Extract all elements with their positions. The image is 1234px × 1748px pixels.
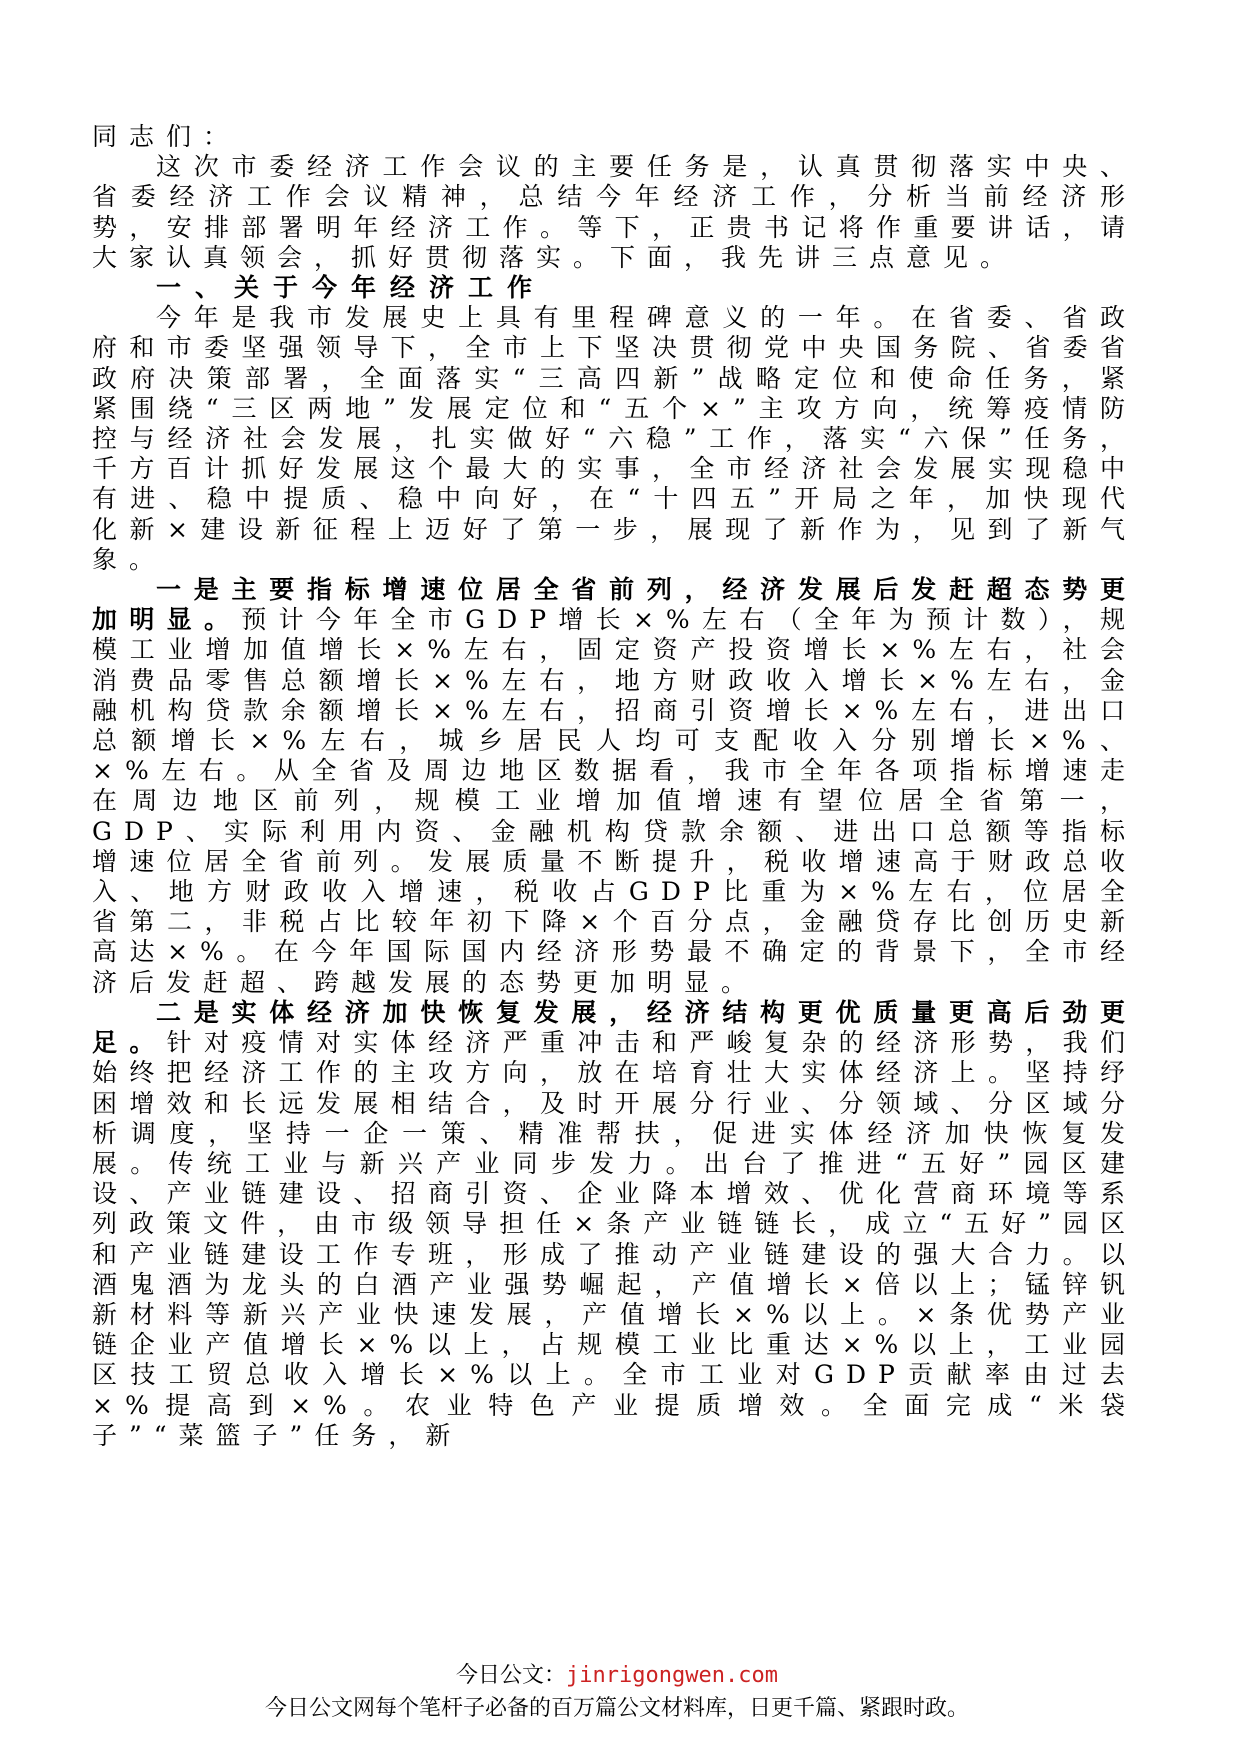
point-two-body: 针对疫情对实体经济严重冲击和严峻复杂的经济形势，我们始终把经济工作的主攻方向，放在培育壮大实体经济上。坚持纾困增效和长远发展相结合，及时开展分行业、分领域、分区域分析调度，坚持一企一策、精准帮扶，促进实体经济加快恢复发展。传统工业与新兴产业同步发力。出台了推进“五好”园区建设、产业链建设、招商引资、企业降本增效、优化营商环境等系列政策文件，由市级领导担任×条产业链链长，成立“五好”园区和产业链建设工作专班，形成了推动产业链建设的强大合力。以酒鬼酒为龙头的白酒产业强势崛起，产值增长×倍以上；锰锌钒新材料等新兴产业快速发展，产值增长×%以上。×条优势产业链企业产值增长×%以上，占规模工业比重达×%以上，工业园区技工贸总收入增长×%以上。全市工业对GDP贡献率由过去×%提高到×%。农业特色产业提质增效。全面完成“米袋子”“菜篮子”任务，新 bbox=[92, 1028, 1137, 1450]
point-two-paragraph bbox=[92, 998, 1137, 1451]
section-heading: 一、关于今年经济工作 bbox=[156, 273, 547, 303]
intro-paragraph: 这次市委经济工作会议的主要任务是，认真贯彻落实中央、省委经济工作会议精神，总结今年经济工作，分析当前经济形势，安排部署明年经济工作。等下，正贵书记将作重要讲话，请大家认真领会，抓好贯彻落实。下面，我先讲三点意见。 bbox=[92, 152, 1137, 272]
footer-source bbox=[0, 1660, 1234, 1692]
footer-label: 今日公文： bbox=[456, 1663, 567, 1688]
footer bbox=[0, 1660, 1234, 1726]
point-one-paragraph bbox=[92, 575, 1137, 998]
section-intro-paragraph: 今年是我市发展史上具有里程碑意义的一年。在省委、省政府和市委坚强领导下，全市上下坚决贯彻党中央国务院、省委省政府决策部署，全面落实“三高四新”战略定位和使命任务，紧紧围绕“三区两地”发展定位和“五个×”主攻方向，统筹疫情防控与经济社会发展，扎实做好“六稳”工作，落实“六保”任务，千方百计抓好发展这个最大的实事，全市经济社会发展实现稳中有进、稳中提质、稳中向好，在“十四五”开局之年，加快现代化新×建设新征程上迈好了第一步，展现了新作为，见到了新气象。 bbox=[92, 303, 1137, 574]
salutation: 同志们： bbox=[92, 122, 241, 151]
point-two-lead: 二是实体经济加快恢复发展，经济结构更优质量更高后劲更足。 bbox=[92, 997, 1137, 1058]
footer-slogan: 今日公文网每个笔杆子必备的百万篇公文材料库，日更千篇、紧跟时政。 bbox=[264, 1696, 969, 1721]
document-body bbox=[92, 122, 1137, 1451]
footer-site-link[interactable]: jinrigongwen.com bbox=[566, 1663, 778, 1688]
point-one-body: 预计今年全市GDP增长×%左右（全年为预计数），规模工业增加值增长×%左右，固定资产投资增长×%左右，社会消费品零售总额增长×%左右，地方财政收入增长×%左右，金融机构贷款余额增长×%左右，招商引资增长×%左右，进出口总额增长×%左右，城乡居民人均可支配收入分别增长×%、×%左右。从全省及周边地区数据看，我市全年各项指标增速走在周边地区前列，规模工业增加值增速有望位居全省第一，GDP、实际利用内资、金融机构贷款余额、进出口总额等指标增速位居全省前列。发展质量不断提升，税收增速高于财政总收入、地方财政收入增速，税收占GDP比重为×%左右，位居全省第二，非税占比较年初下降×个百分点，金融贷存比创历史新高达×%。在今年国际国内经济形势最不确定的背景下，全市经济后发赶超、跨越发展的态势更加明显。 bbox=[92, 605, 1137, 997]
point-one-lead: 一是主要指标增速位居全省前列，经济发展后发赶超态势更加明显。 bbox=[92, 575, 1137, 635]
